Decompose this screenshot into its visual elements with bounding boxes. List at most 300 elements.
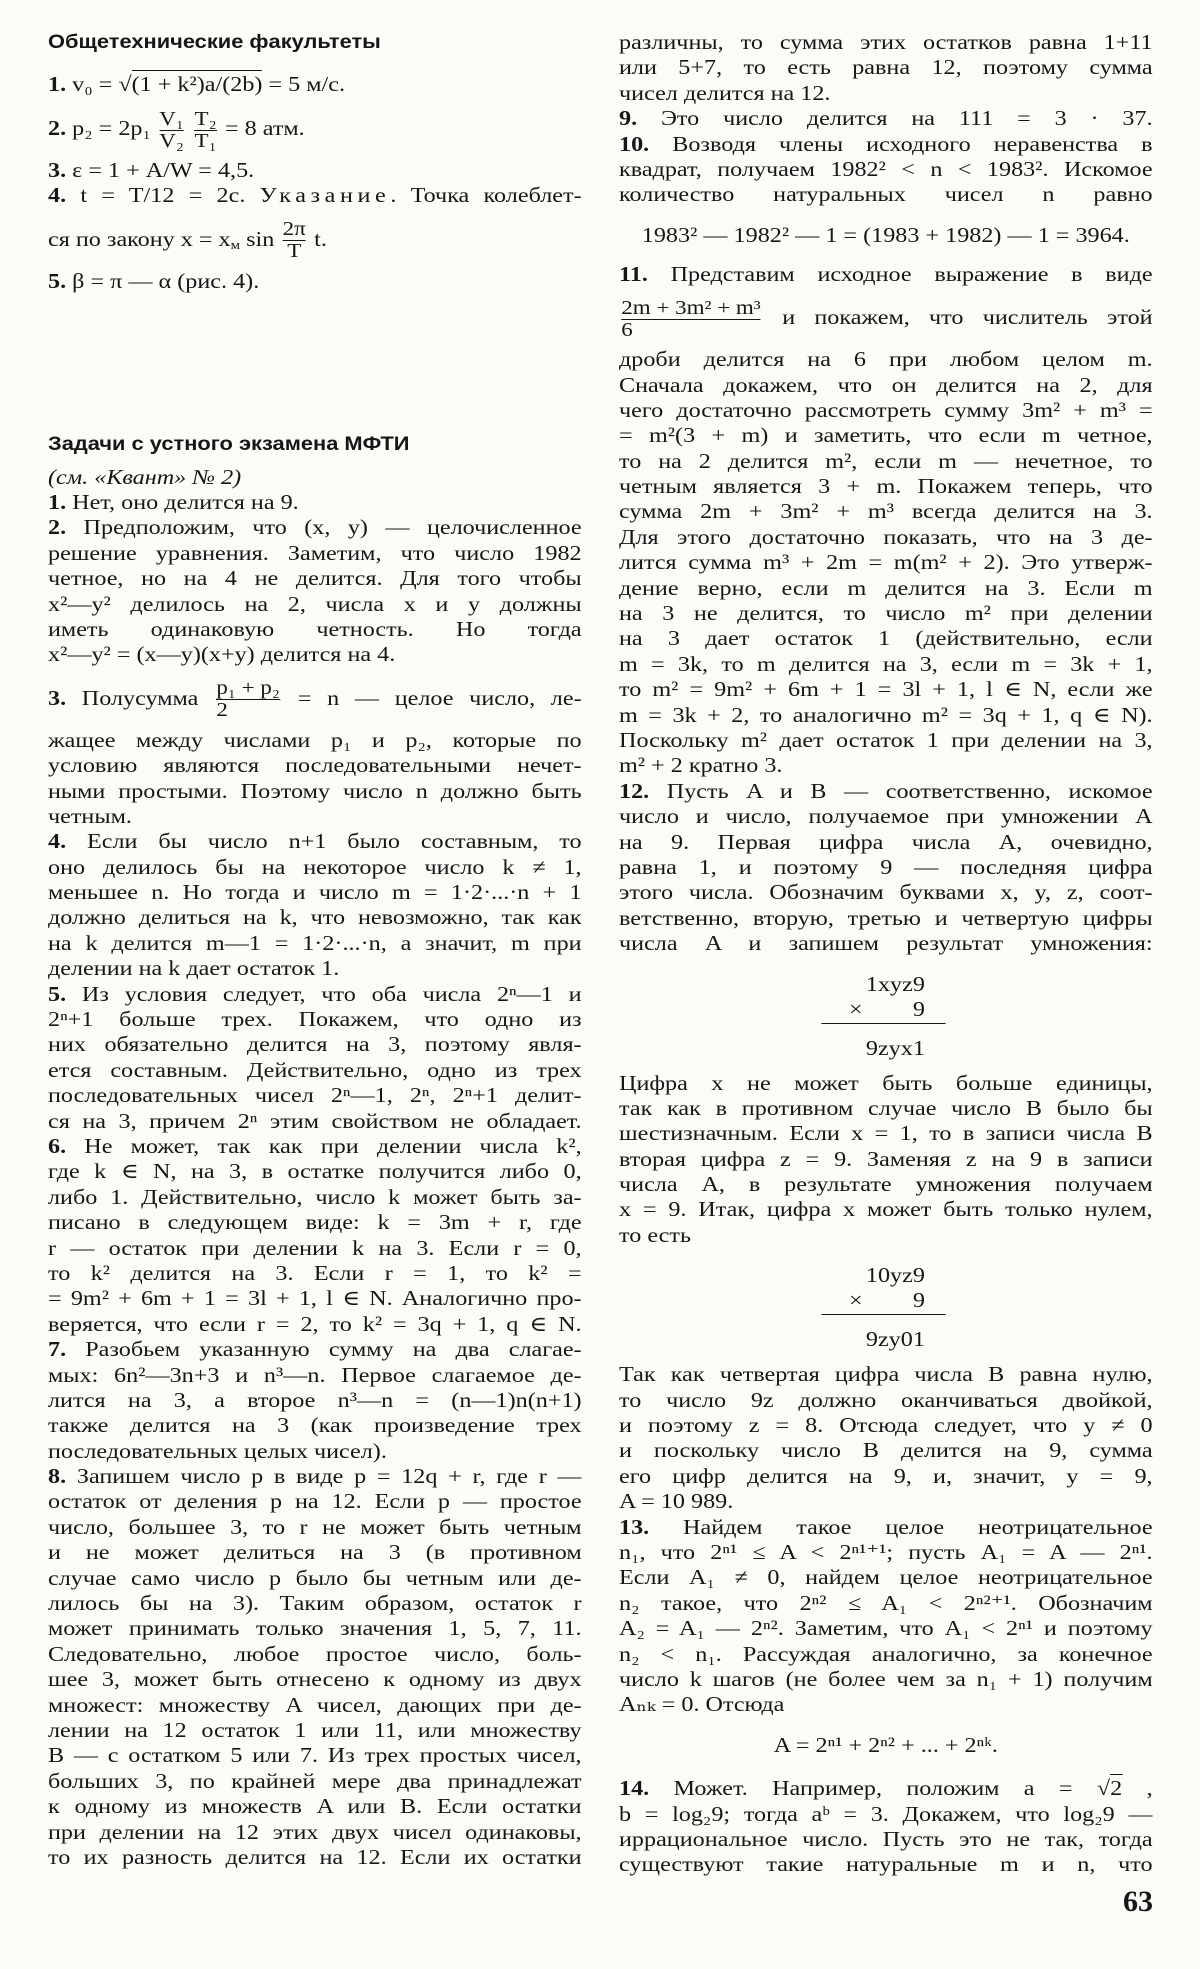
text-line: [619, 1802, 1153, 1827]
line-content: [619, 1591, 1153, 1615]
line-text: ется составным. Действительно, одно из трех: [48, 1057, 582, 1082]
line-content: [48, 956, 339, 980]
text-line: [619, 1565, 1153, 1590]
line-content: [619, 677, 1153, 701]
line-text: ,: [1122, 1775, 1153, 1800]
line-text: жащее между числами p₁ и p₂, которые по: [48, 727, 582, 752]
display-formula: A = 2ⁿ¹ + 2ⁿ² + ... + 2ⁿᵏ.: [773, 1732, 998, 1757]
text-line: [48, 1439, 582, 1464]
line-text: n₂ < n₁. Рассуждая аналогично, за конечное: [619, 1641, 1153, 1666]
text-line: [619, 1413, 1153, 1438]
answer-item: [48, 675, 582, 830]
text-line: [619, 1827, 1153, 1852]
line-content: [619, 1388, 1153, 1412]
fraction: [283, 219, 306, 262]
answer-item: [619, 30, 1153, 106]
text-line: [48, 1261, 582, 1286]
line-content: [619, 398, 1153, 422]
line-text: Найдем такое целое неотрицательное: [683, 1514, 1153, 1539]
item-number: 5.: [48, 268, 67, 293]
line-text: A = 10 989.: [619, 1489, 734, 1514]
line-text: Aₙₖ = 0. Отсюда: [619, 1692, 785, 1717]
multiplicand: 10yz9: [865, 1263, 925, 1288]
line-content: [619, 106, 1153, 130]
multiplier: 9: [912, 996, 925, 1021]
line-content: [619, 576, 1153, 600]
line-content: [48, 1439, 387, 1463]
line-text: где k ∈ N, на 3, в остатке получится либо 0,: [48, 1159, 582, 1184]
line-text: его цифр делится на 9, и, значит, y = 9,: [619, 1463, 1153, 1488]
item-number: 14.: [619, 1775, 650, 1800]
times-sign: ×: [849, 996, 863, 1021]
line-content: [619, 1642, 1153, 1666]
line-text: Предположим, что (x, y) — целочисленное: [83, 515, 582, 540]
line-content: [619, 423, 1153, 447]
text-line: [48, 541, 582, 566]
line-content: [48, 1566, 582, 1590]
text-line: [619, 1591, 1153, 1616]
text-line: [619, 601, 1153, 626]
line-text: лении на 12 остаток 1 или 11, или множеству: [48, 1717, 582, 1742]
line-text: и поскольку число B делится на 9, сумма: [619, 1438, 1153, 1463]
line-content: [48, 1845, 582, 1869]
line-text: r — остаток при делении k на 3. Если r = 0,: [48, 1235, 582, 1260]
line-content: [48, 107, 305, 152]
line-content: [48, 1794, 582, 1818]
line-content: [48, 1693, 582, 1717]
text-line: [619, 1464, 1153, 1489]
line-content: [619, 728, 1153, 752]
text-line: [619, 55, 1153, 80]
line-text: на k делится m—1 = 1·2·...·n, а значит, m при: [48, 930, 582, 955]
text-line: [48, 1591, 582, 1616]
line-text: = m²(3 + m) и заметить, что если m четное,: [619, 423, 1153, 448]
text-line: [619, 81, 1153, 106]
line-content: [48, 677, 582, 722]
product: 9zy01: [865, 1327, 925, 1352]
line-text: на 3 дает остаток 1 (действительно, если: [619, 626, 1153, 651]
text-line: [48, 931, 582, 956]
text-line: [48, 1515, 582, 1540]
text-line: [48, 1337, 582, 1362]
line-content: [48, 642, 395, 666]
line-content: [619, 1774, 1153, 1800]
line-text: шее 3, может быть отнесено к одному из двух: [48, 1667, 582, 1692]
text-line: [619, 1223, 1153, 1248]
text-line: [619, 1667, 1153, 1692]
square-root: √2: [1096, 1775, 1123, 1800]
text-line: [48, 1312, 582, 1337]
item-number: 3.: [48, 685, 67, 710]
text-line: [48, 1058, 582, 1083]
line-content: [48, 1159, 582, 1183]
line-content: [48, 70, 345, 96]
line-text: Цифра x не может быть больше единицы,: [619, 1070, 1153, 1095]
line-content: [48, 1718, 582, 1742]
line-text: p₂ = 2p₁: [72, 116, 157, 140]
text-line: [619, 132, 1153, 157]
line-text: B — с остатком 5 или 7. Из трех простых чисел,: [48, 1743, 582, 1768]
text-line: [619, 550, 1153, 575]
text-line: [619, 1096, 1153, 1121]
text-line: [48, 1159, 582, 1184]
text-line: [48, 1464, 582, 1489]
text-line: [619, 652, 1153, 677]
line-content: [48, 1667, 582, 1691]
line-content: [619, 132, 1153, 156]
line-text: числа A и запишем результат умножения:: [619, 931, 1153, 956]
radicand: 2: [1110, 1775, 1123, 1800]
item-number: 8.: [48, 1464, 67, 1489]
line-content: [48, 1591, 582, 1615]
line-text: ся по закону x = x: [48, 226, 231, 251]
line-content: [48, 1109, 582, 1133]
line-text: писано в следующем виде: k = 3m + r, где: [48, 1210, 582, 1235]
line-content: [619, 373, 1153, 397]
line-content: [619, 1413, 1153, 1437]
line-content: [619, 81, 830, 105]
line-content: [48, 804, 132, 828]
line-text: последовательных целых чисел).: [48, 1438, 387, 1463]
line-text: должно делиться на k, что невозможно, так как: [48, 905, 582, 930]
line-text: Представим исходное выражение в виде: [670, 261, 1153, 286]
text-line: [48, 1083, 582, 1108]
line-content: [48, 1058, 582, 1082]
denominator: T₁: [194, 129, 217, 152]
line-content: [619, 703, 1153, 727]
numerator: T₂: [194, 107, 217, 130]
line-text: случае само число p было бы четным или де-: [48, 1565, 582, 1590]
line-text: то k² делится на 3. Если r = 1, то k² =: [48, 1260, 582, 1285]
item-number: 7.: [48, 1337, 67, 1362]
line-text: sin: [240, 226, 281, 251]
line-text: ε = 1 + A/W = 4,5.: [72, 158, 255, 182]
text-line: [48, 642, 582, 667]
line-content: [48, 1464, 582, 1488]
line-content: [48, 566, 582, 590]
text-line: [619, 499, 1153, 524]
text-line: [48, 1718, 582, 1743]
text-line: [48, 269, 582, 294]
line-content: [619, 1692, 784, 1716]
text-line: [619, 1388, 1153, 1413]
line-content: [48, 1083, 582, 1107]
answer-item: [619, 1772, 1153, 1878]
line-text: . Точка колеблет-: [390, 183, 582, 208]
line-content: [619, 1852, 1153, 1876]
text-line: [48, 1845, 582, 1870]
text-line: [48, 1820, 582, 1845]
line-content: [48, 855, 582, 879]
line-content: [619, 1464, 1153, 1488]
line-content: [48, 218, 327, 263]
line-text: = 5 м/с.: [262, 72, 346, 96]
item-number: 5.: [48, 981, 67, 1006]
line-content: [48, 1388, 582, 1412]
line-content: [619, 626, 1153, 650]
line-text: Из условия следует, что оба числа 2ⁿ—1 и: [81, 981, 582, 1006]
line-content: [48, 490, 299, 514]
line-text: лится на 3, а второе n³—n = (n—1)n(n+1): [48, 1387, 582, 1412]
text-line: [48, 1667, 582, 1692]
text-line: [48, 515, 582, 540]
line-content: [619, 262, 1153, 286]
answer-item: [619, 779, 1153, 1515]
line-content: [48, 269, 259, 293]
text-line: [48, 1109, 582, 1134]
text-line: [48, 566, 582, 591]
line-text: иметь одинаковую четность. Но тогда: [48, 616, 582, 641]
text-line: [619, 182, 1153, 207]
line-text: то есть: [619, 1222, 691, 1247]
answer-item: [619, 1515, 1153, 1760]
multiplier: 9: [912, 1288, 925, 1313]
line-text: Это число делится на 111 = 3 · 37.: [660, 106, 1153, 131]
line-content: [619, 1438, 1153, 1462]
text-line: [48, 592, 582, 617]
times-sign: ×: [849, 1288, 863, 1313]
line-content: [48, 1261, 582, 1285]
line-content: [48, 931, 582, 955]
text-line: [48, 183, 582, 208]
line-text: = 8 атм.: [218, 116, 305, 140]
line-text: то число 9z должно оканчиваться двойкой,: [619, 1387, 1153, 1412]
line-content: [48, 1769, 582, 1793]
text-line: [619, 753, 1153, 778]
section-subtitle: (см. «Квант» № 2): [48, 465, 242, 489]
text-line: [48, 779, 582, 804]
text-line: [48, 216, 582, 262]
line-content: [619, 1071, 1153, 1095]
rule-line: [821, 1023, 945, 1024]
line-text: то на 2 делится m², если m — нечетное, то: [619, 448, 1153, 473]
denominator: 6: [621, 319, 760, 341]
line-text: x²—y² = (x—y)(x+y) делится на 4.: [48, 642, 396, 667]
section-heading: Общетехнические факультеты: [48, 32, 381, 53]
line-text: больших 3, по крайней мере два принадлежат: [48, 1768, 582, 1793]
text-line: [48, 880, 582, 905]
answer-item: [48, 1134, 582, 1337]
text-line: [48, 1210, 582, 1235]
text-line: [619, 1616, 1153, 1641]
line-content: [48, 1032, 582, 1056]
line-text: A₂ = A₁ — 2ⁿ². Заметим, что A₁ < 2ⁿ¹ и поэтому: [619, 1616, 1153, 1641]
line-text: ветственно, вторую, третью и четвертую цифры: [619, 905, 1153, 930]
text-line: [48, 1236, 582, 1261]
text-line: [619, 728, 1153, 753]
text-line: [48, 1413, 582, 1438]
line-text: четное, но на 4 не делится. Для того чтобы: [48, 566, 582, 591]
item-number: 3.: [48, 158, 67, 182]
text-line: [48, 1794, 582, 1819]
line-text: Следовательно, любое простое число, боль-: [48, 1641, 582, 1666]
text-line: [48, 956, 582, 981]
denominator: T: [283, 240, 306, 262]
line-content: [619, 499, 1153, 523]
line-text: чего достаточно рассмотреть сумму 3m² + m³ =: [619, 397, 1153, 422]
text-line: [619, 262, 1153, 287]
line-text: Не может, так как при делении числа k²,: [84, 1133, 582, 1158]
line-content: [619, 157, 1153, 181]
answer-item: [48, 158, 582, 183]
answer-item: [619, 106, 1153, 131]
line-content: [48, 982, 582, 1006]
rule-line: [821, 1314, 945, 1315]
line-text: также делится на 3 (как произведение трех: [48, 1413, 582, 1438]
line-text: условию являются последовательными нечет-: [48, 753, 582, 778]
line-content: [48, 880, 582, 904]
line-content: [619, 1362, 1153, 1386]
line-content: [48, 541, 582, 565]
text-line: [619, 398, 1153, 423]
line-content: [48, 1236, 582, 1260]
text-line: [48, 982, 582, 1007]
line-text: m = 3k + 2, то аналогично m² = 3q + 1, q ∈ N).: [619, 702, 1153, 727]
line-text: к одному из множеств A или B. Если остатки: [48, 1794, 582, 1819]
line-text: шестизначным. Если x = 1, то в записи числа B: [619, 1121, 1153, 1146]
line-text: веряется, что если r = 2, то k² = 3q + 1, q ∈ N.: [48, 1311, 582, 1336]
text-line: [619, 423, 1153, 448]
line-text: вторая цифра z = 9. Заменяя z на 9 в записи: [619, 1146, 1153, 1171]
line-text: остаток от деления p на 12. Если p — простое: [48, 1489, 582, 1514]
line-content: [48, 753, 582, 777]
text-line: [48, 1566, 582, 1591]
answer-item: [619, 132, 1153, 250]
line-text: число k шагов (не более чем за n₁ + 1) получим: [619, 1666, 1153, 1691]
line-content: [48, 1820, 582, 1844]
line-text: последовательных чисел 2ⁿ—1, 2ⁿ, 2ⁿ+1 делит-: [48, 1083, 582, 1108]
line-text: t.: [308, 226, 327, 251]
line-text: лилось бы на 3). Таким образом, остаток r: [48, 1591, 582, 1616]
text-line: [619, 373, 1153, 398]
line-text: Запишем число p в виде p = 12q + r, где r —: [76, 1464, 582, 1489]
line-content: [48, 1363, 582, 1387]
text-line: [48, 905, 582, 930]
text-line: [619, 1197, 1153, 1222]
line-content: [619, 753, 782, 777]
text-line: [619, 1362, 1153, 1387]
line-text: дение верно, если m делится на 3. Если m: [619, 575, 1153, 600]
line-content: [619, 855, 1153, 879]
line-text: n₂ такое, что 2ⁿ² ≤ A₁ < 2ⁿ²⁺¹. Обозначим: [619, 1590, 1153, 1615]
line-text: меньшее n. Но тогда и число m = 1·2·...·n + 1: [48, 880, 582, 905]
line-text: Сначала докажем, что он делится на 2, для: [619, 372, 1153, 397]
line-content: [619, 30, 1153, 54]
line-content: [48, 1743, 582, 1767]
line-content: [619, 1223, 691, 1247]
fraction: [195, 109, 217, 152]
text-line: [48, 1185, 582, 1210]
line-text: ся на 3, причем 2ⁿ этим свойством не обладает.: [48, 1108, 582, 1133]
line-content: [48, 1489, 582, 1513]
line-content: [619, 1489, 733, 1513]
line-text: Пусть A и B — соответственно, искомое: [666, 778, 1153, 803]
multiplication-layout: [619, 957, 1153, 1071]
line-text: четным является 3 + m. Покажем теперь, что: [619, 474, 1153, 499]
denominator: 2: [216, 699, 280, 721]
line-content: [619, 1540, 1153, 1564]
line-text: β = π — α (рис. 4).: [72, 268, 260, 293]
display-formula: 1983² — 1982² — 1 = (1983 + 1982) — 1 = 3964.: [641, 222, 1130, 247]
line-text: и не может делиться на 3 (в противном: [48, 1540, 582, 1565]
text-line: [48, 617, 582, 642]
text-line: [48, 1616, 582, 1641]
text-line: [619, 294, 1153, 340]
text-line: [48, 1388, 582, 1413]
text-line: [619, 1121, 1153, 1146]
line-content: [619, 55, 1153, 79]
line-text: них обязательно делится на 3, поэтому явля-: [48, 1032, 582, 1057]
line-content: [619, 1172, 1153, 1196]
line-content: [619, 296, 1153, 341]
answer-item: [619, 262, 1153, 779]
text-line: [619, 1071, 1153, 1096]
left-column: [48, 0, 582, 1969]
text-line: [48, 1286, 582, 1311]
text-line: [48, 1007, 582, 1032]
line-text: Так как четвертая цифра числа B равна нулю,: [619, 1362, 1153, 1387]
answer-item: [48, 183, 582, 261]
text-line: [48, 1363, 582, 1388]
fraction: [216, 678, 280, 721]
line-content: [619, 1515, 1153, 1539]
item-number: 10.: [619, 131, 650, 156]
line-content: [48, 829, 582, 853]
text-line: [619, 931, 1153, 956]
line-text: квадрат, получаем 1982² < n < 1983². Искомое: [619, 156, 1153, 181]
answer-item: [48, 490, 582, 515]
item-number: 11.: [619, 261, 648, 286]
answer-item: [48, 1337, 582, 1464]
line-text: Возводя члены исходного неравенства в: [672, 131, 1153, 156]
line-text: лится сумма m³ + 2m = m(m² + 2). Это утверж-: [619, 550, 1153, 575]
line-text: чисел делится на 12.: [619, 80, 831, 105]
text-line: [48, 68, 582, 98]
line-text: = 9m² + 6m + 1 = 3l + 1, l ∈ N. Аналогично про-: [48, 1286, 582, 1311]
page-number: 63: [1123, 1885, 1153, 1918]
answer-item: [48, 105, 582, 151]
line-text: множест: множеству A чисел, дающих при де-: [48, 1692, 582, 1717]
item-number: 6.: [48, 1133, 67, 1158]
line-content: [619, 779, 1153, 803]
line-text: Полусумма: [81, 685, 215, 710]
text-line: [619, 804, 1153, 829]
text-line: [619, 677, 1153, 702]
line-content: [619, 474, 1153, 498]
radicand: (1 + k²)a/(2b): [131, 72, 263, 96]
answer-item: [48, 1464, 582, 1870]
text-line: [48, 1489, 582, 1514]
line-content: [48, 1515, 582, 1539]
text-line: [619, 474, 1153, 499]
line-text: 2ⁿ+1 больше трех. Покажем, что одно из: [48, 1007, 582, 1032]
item-number: 2.: [48, 116, 67, 140]
line-text: или 5+7, то есть равна 12, поэтому сумма: [619, 55, 1153, 80]
line-text: при делении на 12 этих двух чисел одинаковы,: [48, 1819, 582, 1844]
line-content: [619, 1616, 1153, 1640]
line-content: [48, 1286, 582, 1310]
line-text: различны, то сумма этих остатков равна 1+11: [619, 30, 1153, 54]
text-line: [48, 804, 582, 829]
item-number: 4.: [48, 183, 67, 208]
section-heading: Задачи с устного экзамена МФТИ: [48, 434, 410, 455]
line-text: и поэтому z = 8. Отсюда следует, что y ≠ 0: [619, 1413, 1153, 1438]
line-text: [186, 116, 192, 140]
line-text: четным.: [48, 803, 132, 828]
line-content: [48, 1413, 582, 1437]
line-text: Нет, оно делится на 9.: [72, 490, 299, 514]
fraction: [621, 298, 760, 341]
